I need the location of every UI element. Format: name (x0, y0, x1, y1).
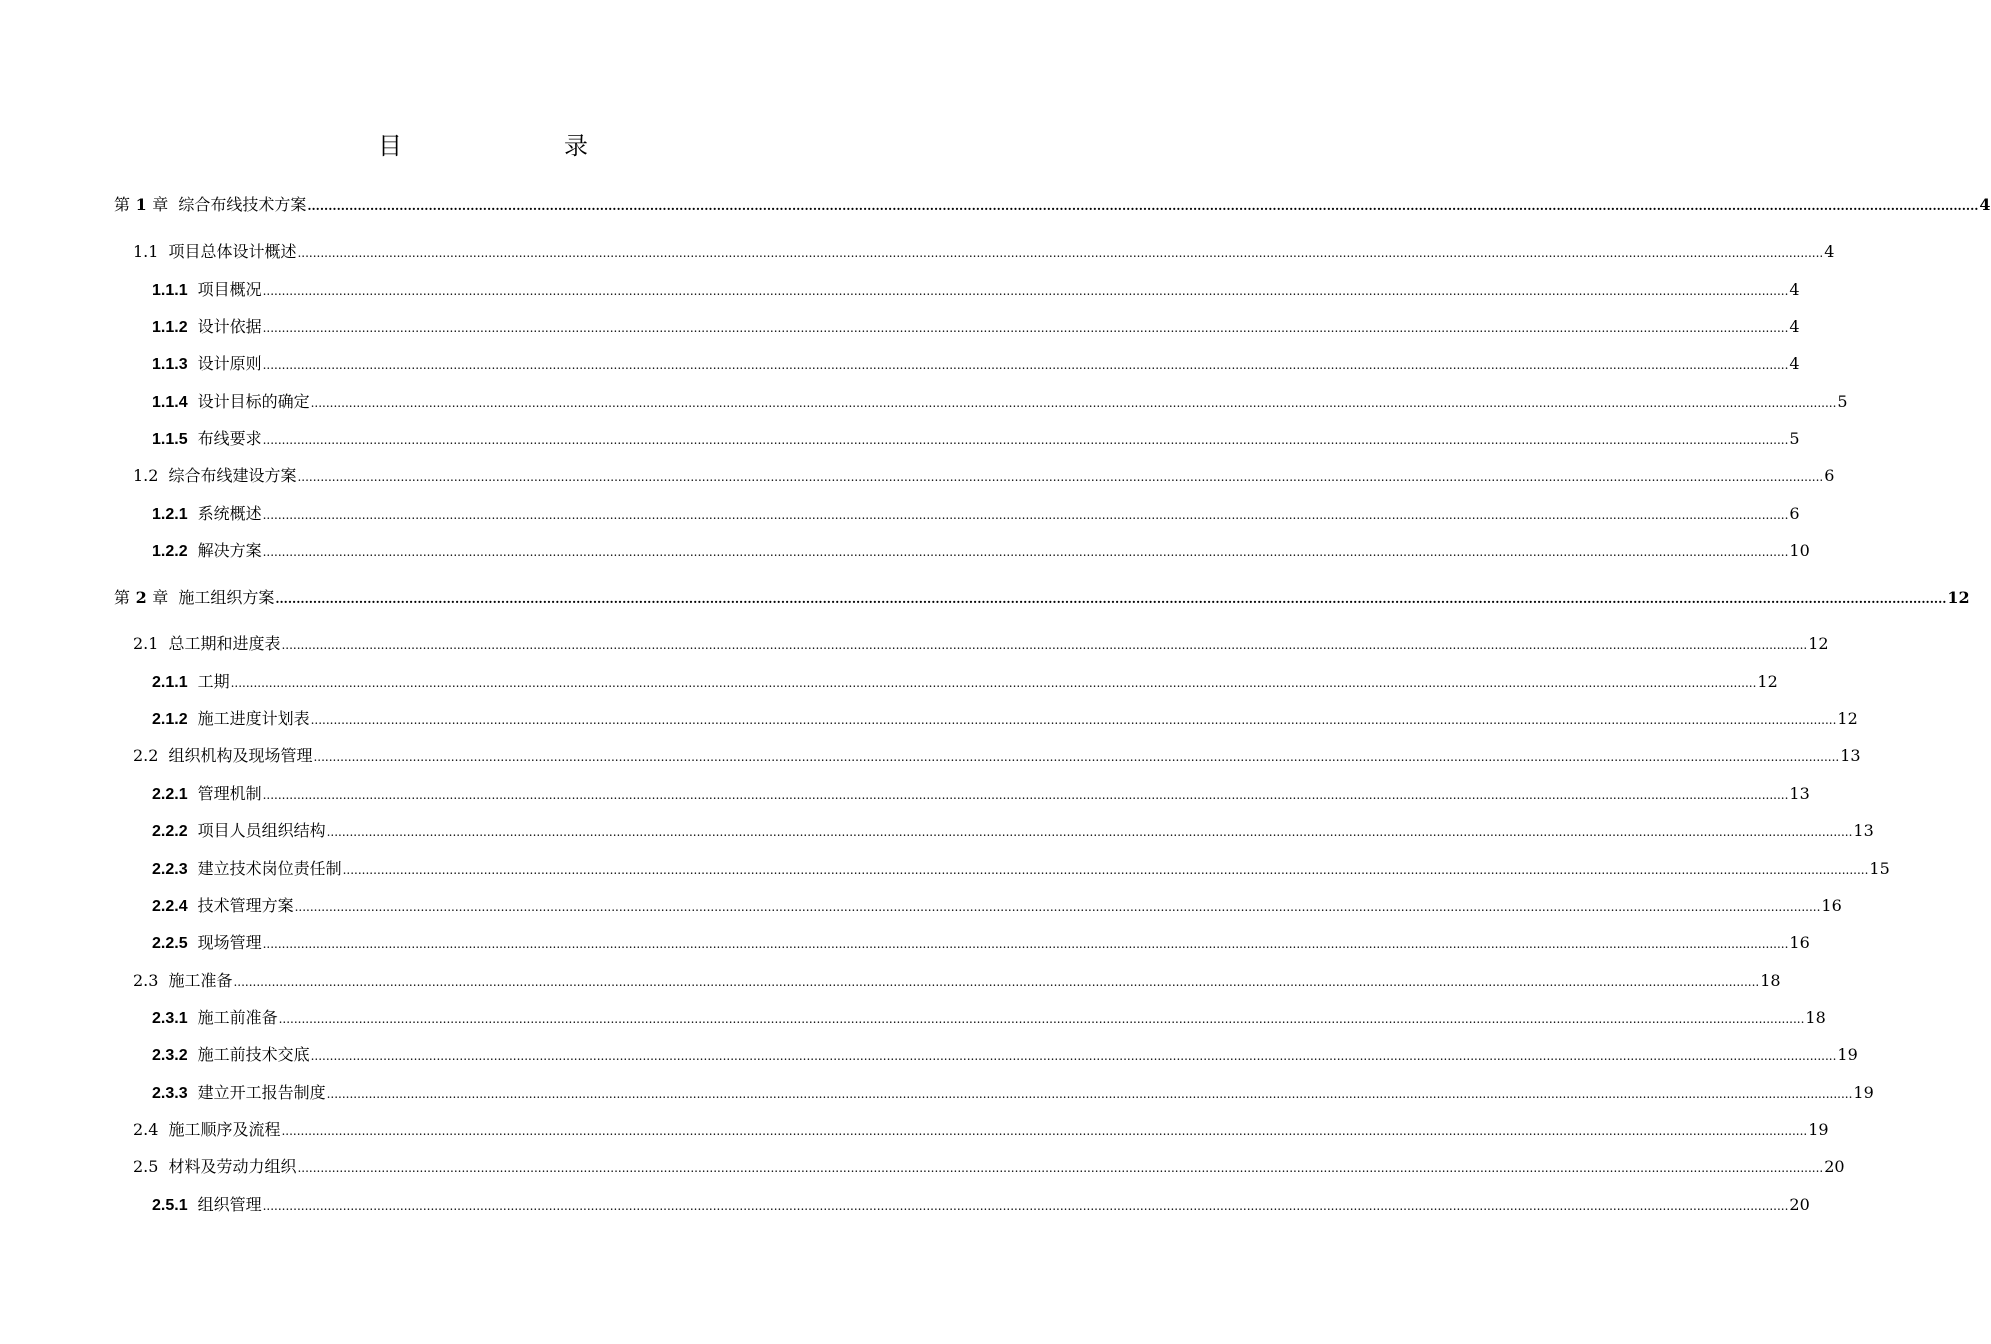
toc-entry-label: 设计依据 (197, 317, 262, 336)
chapter-number: 1 (130, 195, 153, 214)
toc-entry-2-3[interactable] (133, 969, 1781, 993)
toc-entry-label: 设计目标的确定 (197, 392, 310, 411)
toc-entry-page-number: 4 (1789, 354, 1800, 373)
toc-entry-label: 管理机制 (197, 784, 262, 803)
toc-entry-page-number: 13 (1853, 821, 1874, 840)
dot-leader: ................................................................................................................................................................................................................................................................................................................................................................................................................ (310, 1049, 1837, 1063)
dot-leader: ................................................................................................................................................................................................................................................................................................................................................................................................................ (281, 638, 1808, 652)
toc-entry-2-2[interactable] (133, 744, 1861, 768)
dot-leader: ................................................................................................................................................................................................................................................................................................................................................................................................................ (262, 508, 1789, 522)
toc-entry-1-1-4[interactable] (152, 390, 1848, 414)
toc-entry-label: 总工期和进度表 (168, 634, 281, 653)
dot-leader: ................................................................................................................................................................................................................................................................................................................................................................................................................ (297, 246, 1824, 260)
toc-entry-number: 1.1.3 (152, 356, 188, 373)
toc-entry-number: 1.1.5 (152, 431, 188, 448)
toc-entry-1[interactable] (114, 193, 1991, 217)
toc-entry-label: 项目概况 (197, 280, 262, 299)
toc-entry-2-4[interactable] (133, 1118, 1829, 1142)
dot-leader: ................................................................................................................................................................................................................................................................................................................................................................................................................ (297, 1161, 1824, 1175)
dot-leader: ................................................................................................................................................................................................................................................................................................................................................................................................................ (262, 358, 1789, 372)
toc-entry-page-number: 12 (1947, 588, 1970, 607)
toc-entry-label: 建立技术岗位责任制 (197, 859, 342, 878)
toc-entry-label: 系统概述 (197, 504, 262, 523)
toc-entry-page-number: 19 (1853, 1083, 1874, 1102)
toc-entry-label: 技术管理方案 (197, 896, 294, 915)
toc-entry-2-3-1[interactable] (152, 1006, 1826, 1030)
toc-entry-page-number: 6 (1824, 466, 1835, 485)
toc-entry-number: 2.2.3 (152, 861, 188, 878)
toc-entry-page-number: 19 (1837, 1045, 1858, 1064)
toc-entry-number: 2.5.1 (152, 1197, 188, 1214)
toc-entry-label: 施工前技术交底 (197, 1045, 310, 1064)
chapter-prefix: 第 (114, 195, 131, 214)
toc-entry-number (114, 193, 168, 217)
toc-entry-page-number: 18 (1760, 971, 1781, 990)
chapter-suffix: 章 (152, 195, 169, 214)
dot-leader: ................................................................................................................................................................................................................................................................................................................................................................................................................ (342, 863, 1869, 877)
dot-leader: ................................................................................................................................................................................................................................................................................................................................................................................................................ (233, 975, 1760, 989)
toc-entry-number: 1.1.2 (152, 319, 188, 336)
toc-entry-number: 2.2.4 (152, 898, 188, 915)
toc-entry-page-number: 13 (1840, 746, 1861, 765)
toc-entry-number: 2.4 (133, 1120, 159, 1139)
toc-entry-number: 2.3.2 (152, 1047, 188, 1064)
toc-entry-label: 组织机构及现场管理 (168, 746, 313, 765)
toc-entry-2-1-1[interactable] (152, 670, 1778, 694)
toc-entry-number (114, 586, 168, 610)
toc-entry-page-number: 18 (1805, 1008, 1826, 1027)
toc-entry-number: 2.3.3 (152, 1085, 188, 1102)
toc-entry-2-2-5[interactable] (152, 931, 1810, 955)
dot-leader: ................................................................................................................................................................................................................................................................................................................................................................................................................ (262, 284, 1789, 298)
toc-entry-label: 设计原则 (197, 354, 262, 373)
chapter-number: 2 (130, 588, 153, 607)
toc-entry-label: 综合布线技术方案 (178, 195, 307, 214)
dot-leader: ................................................................................................................................................................................................................................................................................................................................................................................................................ (262, 1199, 1789, 1213)
toc-entry-1-2-1[interactable] (152, 502, 1800, 526)
dot-leader: ................................................................................................................................................................................................................................................................................................................................................................................................................ (313, 750, 1840, 764)
toc-title: 目 录 (378, 132, 626, 160)
toc-entry-2-5[interactable] (133, 1155, 1845, 1179)
toc-entry-label: 项目人员组织结构 (197, 821, 326, 840)
dot-leader: ................................................................................................................................................................................................................................................................................................................................................................................................................ (262, 545, 1789, 559)
toc-entry-page-number: 20 (1824, 1157, 1845, 1176)
toc-entry-label: 综合布线建设方案 (168, 466, 297, 485)
toc-entry-page-number: 4 (1824, 242, 1835, 261)
dot-leader: ................................................................................................................................................................................................................................................................................................................................................................................................................ (281, 1124, 1808, 1138)
toc-entry-1-1-2[interactable] (152, 315, 1800, 339)
dot-leader: ................................................................................................................................................................................................................................................................................................................................................................................................................ (275, 592, 1947, 606)
toc-entry-page-number: 12 (1757, 672, 1778, 691)
toc-entry-label: 施工准备 (168, 971, 233, 990)
toc-entry-number: 2.1 (133, 634, 159, 653)
dot-leader: ................................................................................................................................................................................................................................................................................................................................................................................................................ (326, 825, 1853, 839)
toc-entry-label: 施工顺序及流程 (168, 1120, 281, 1139)
toc-entry-page-number: 4 (1789, 280, 1800, 299)
toc-entry-2-2-1[interactable] (152, 782, 1810, 806)
dot-leader: ................................................................................................................................................................................................................................................................................................................................................................................................................ (297, 470, 1824, 484)
toc-entry-number: 2.3 (133, 971, 159, 990)
toc-entry-label: 组织管理 (197, 1195, 262, 1214)
toc-entry-page-number: 4 (1789, 317, 1800, 336)
toc-entry-page-number: 12 (1808, 634, 1829, 653)
toc-entry-label: 施工组织方案 (178, 588, 275, 607)
dot-leader: ................................................................................................................................................................................................................................................................................................................................................................................................................ (262, 433, 1789, 447)
toc-entry-2-1[interactable] (133, 632, 1829, 656)
toc-entry-page-number: 16 (1821, 896, 1842, 915)
toc-entry-page-number: 10 (1789, 541, 1810, 560)
dot-leader: ................................................................................................................................................................................................................................................................................................................................................................................................................ (310, 713, 1837, 727)
toc-entry-1-2[interactable] (133, 464, 1835, 488)
toc-entry-page-number: 20 (1789, 1195, 1810, 1214)
toc-entry-number: 2.2.5 (152, 935, 188, 952)
toc-entry-label: 布线要求 (197, 429, 262, 448)
dot-leader: ................................................................................................................................................................................................................................................................................................................................................................................................................ (307, 199, 1979, 213)
dot-leader: ................................................................................................................................................................................................................................................................................................................................................................................................................ (326, 1087, 1853, 1101)
toc-entry-number: 1.1.1 (152, 282, 188, 299)
toc-entry-number: 1.2 (133, 466, 159, 485)
toc-entry-label: 项目总体设计概述 (168, 242, 297, 261)
toc-entry-label: 施工进度计划表 (197, 709, 310, 728)
toc-entry-page-number: 15 (1869, 859, 1890, 878)
dot-leader: ................................................................................................................................................................................................................................................................................................................................................................................................................ (230, 676, 1757, 690)
toc-entry-number: 1.1 (133, 242, 159, 261)
toc-entry-number: 2.2.1 (152, 786, 188, 803)
toc-entry-page-number: 6 (1789, 504, 1800, 523)
toc-entry-number: 1.2.2 (152, 543, 188, 560)
toc-entry-2-5-1[interactable] (152, 1193, 1810, 1217)
toc-entry-2-2-3[interactable] (152, 857, 1890, 881)
toc-entry-page-number: 19 (1808, 1120, 1829, 1139)
toc-entry-number: 2.3.1 (152, 1010, 188, 1027)
toc-entry-page-number: 5 (1789, 429, 1800, 448)
toc-entry-label: 材料及劳动力组织 (168, 1157, 297, 1176)
toc-entry-2-3-3[interactable] (152, 1081, 1874, 1105)
toc-entry-1-1-1[interactable] (152, 278, 1800, 302)
dot-leader: ................................................................................................................................................................................................................................................................................................................................................................................................................ (262, 937, 1789, 951)
toc-entry-label: 解决方案 (197, 541, 262, 560)
toc-entry-1-1-5[interactable] (152, 427, 1800, 451)
toc-entry-1-2-2[interactable] (152, 539, 1810, 563)
toc-entry-page-number: 13 (1789, 784, 1810, 803)
toc-entry-label: 现场管理 (197, 933, 262, 952)
dot-leader: ................................................................................................................................................................................................................................................................................................................................................................................................................ (310, 396, 1837, 410)
toc-entry-number: 1.1.4 (152, 394, 188, 411)
toc-entry-2[interactable] (114, 586, 1970, 610)
toc-entry-number: 2.5 (133, 1157, 159, 1176)
dot-leader: ................................................................................................................................................................................................................................................................................................................................................................................................................ (294, 900, 1821, 914)
toc-entry-number: 2.1.2 (152, 711, 188, 728)
toc-entry-number: 2.2.2 (152, 823, 188, 840)
toc-entry-2-3-2[interactable] (152, 1043, 1858, 1067)
toc-entry-page-number: 12 (1837, 709, 1858, 728)
toc-entry-1-1-3[interactable] (152, 352, 1800, 376)
toc-entry-label: 建立开工报告制度 (197, 1083, 326, 1102)
toc-entry-2-2-4[interactable] (152, 894, 1842, 918)
toc-entry-number: 2.2 (133, 746, 159, 765)
toc-entry-2-1-2[interactable] (152, 707, 1858, 731)
toc-entry-page-number: 16 (1789, 933, 1810, 952)
dot-leader: ................................................................................................................................................................................................................................................................................................................................................................................................................ (262, 788, 1789, 802)
toc-entry-number: 2.1.1 (152, 674, 188, 691)
chapter-prefix: 第 (114, 588, 131, 607)
chapter-suffix: 章 (152, 588, 169, 607)
toc-entry-page-number: 5 (1837, 392, 1848, 411)
dot-leader: ................................................................................................................................................................................................................................................................................................................................................................................................................ (262, 321, 1789, 335)
toc-entry-page-number: 4 (1979, 195, 1991, 214)
dot-leader: ................................................................................................................................................................................................................................................................................................................................................................................................................ (278, 1012, 1805, 1026)
toc-entry-number: 1.2.1 (152, 506, 188, 523)
toc-entry-label: 工期 (197, 672, 230, 691)
toc-entry-label: 施工前准备 (197, 1008, 278, 1027)
toc-entry-1-1[interactable] (133, 240, 1835, 264)
toc-entry-2-2-2[interactable] (152, 819, 1874, 843)
